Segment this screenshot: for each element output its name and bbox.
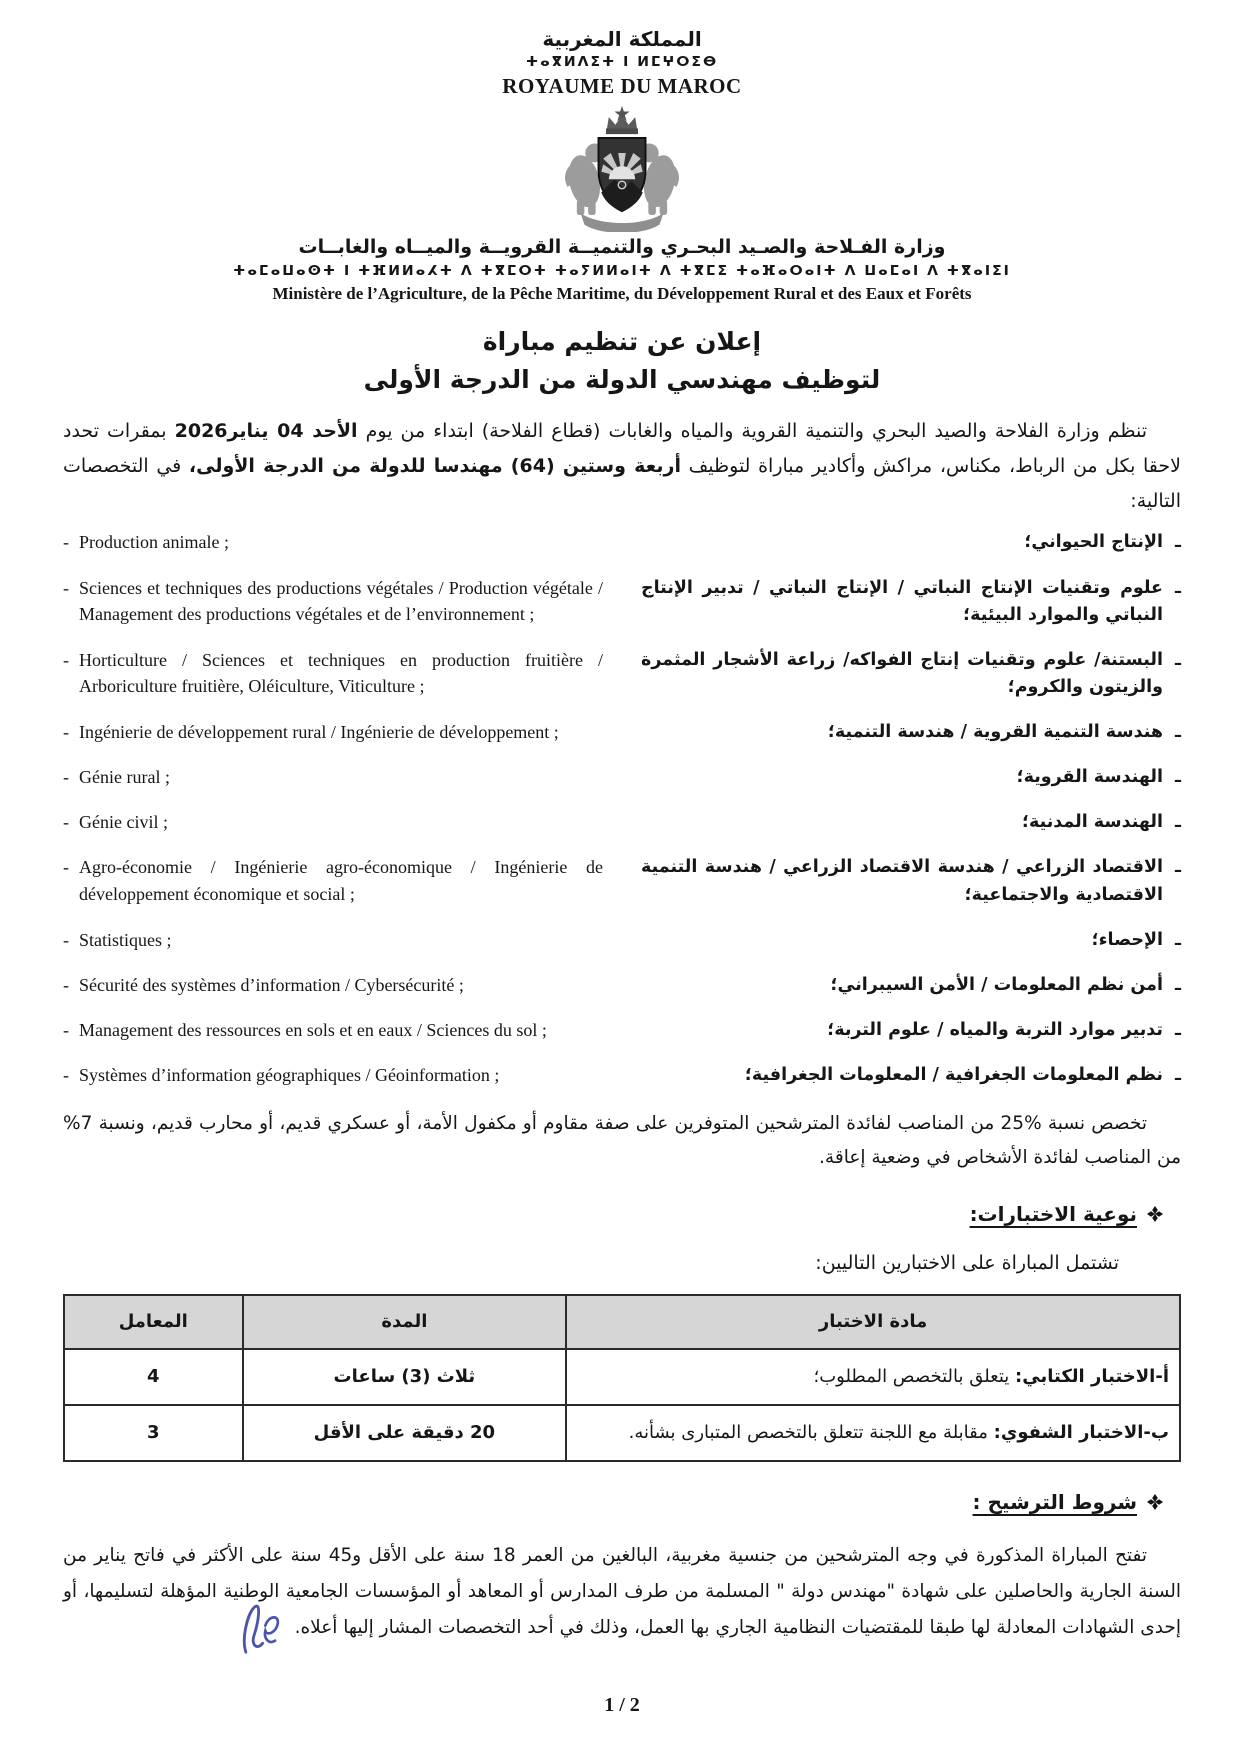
list-item	[63, 809, 1181, 836]
specialization-fr: Agro-économie / Ingénierie agro-économique / Ingénierie de développement économique et social ;	[79, 857, 603, 904]
list-item	[63, 647, 1181, 701]
specialization-fr: Horticulture / Sciences et techniques en production fruitière / Arboriculture fruitière, Oléiculture, Viticulture ;	[79, 649, 603, 696]
dash-bullet: ـ	[1175, 767, 1181, 788]
intro-paragraph	[63, 414, 1181, 519]
page-title	[63, 323, 1181, 401]
dash-bullet: -	[63, 722, 69, 743]
specialization-fr: Systèmes d’information géographiques / Géoinformation ;	[79, 1065, 500, 1086]
conditions-heading-text: شروط الترشيح :	[972, 1489, 1137, 1514]
specialization-ar: هندسة التنمية القروية / هندسة التنمية؛	[827, 722, 1163, 743]
specialization-ar: الهندسة القروية؛	[1016, 767, 1163, 788]
exam-coefficient: 3	[64, 1405, 243, 1461]
dash-bullet: ـ	[1175, 649, 1181, 670]
list-item	[63, 972, 1181, 999]
list-item	[63, 854, 1181, 908]
specialization-fr: Sécurité des systèmes d’information / Cybersécurité ;	[79, 974, 464, 995]
ministry-name-arabic: وزارة الفـلاحة والصـيد البحـري والتنميــة القرويــة والميــاه والغابــات	[298, 236, 946, 259]
specialization-fr: Production animale ;	[79, 532, 229, 553]
dash-bullet: ـ	[1175, 812, 1181, 833]
exam-name: ب-الاختبار الشفوي:	[993, 1422, 1169, 1444]
table-header-row	[64, 1295, 1180, 1349]
specialization-fr: Sciences et techniques des productions végétales / Production végétale / Management des productions végétales et de l’environnement ;	[79, 577, 603, 624]
intro-part-1: تنظم وزارة الفلاحة والصيد البحري والتنمية القروية والمياه والغابات (قطاع الفلاحة) ابتداء من يوم	[357, 420, 1147, 443]
dash-bullet: -	[63, 1019, 69, 1040]
list-item	[63, 529, 1181, 556]
column-header-subject: مادة الاختبار	[566, 1295, 1180, 1349]
intro-date: الأحد 04 يناير2026	[174, 420, 358, 443]
quota-paragraph: تخصص نسبة %25 من المناصب لفائدة المترشحين المتوفرين على صفة مقاوم أو مكفول الأمة، أو عسكري قديم، أو محارب قديم، ونسبة 7% من المناصب لفائدة الأشخاص في وضعية إعاقة.	[63, 1113, 1181, 1168]
column-header-coefficient: المعامل	[64, 1295, 243, 1349]
intro-part-3: في التخصصات التالية:	[63, 455, 1181, 513]
dash-bullet: ـ	[1175, 722, 1181, 743]
list-item	[63, 1017, 1181, 1044]
dash-bullet: -	[63, 1065, 69, 1086]
specialization-fr: Statistiques ;	[79, 929, 172, 950]
dash-bullet: ـ	[1175, 929, 1181, 950]
title-line-1: إعلان عن تنظيم مباراة	[482, 326, 762, 356]
conditions-section-heading	[63, 1490, 1181, 1514]
specialization-ar: أمن نظم المعلومات / الأمن السيبراني؛	[830, 974, 1163, 995]
list-item	[63, 927, 1181, 954]
specialization-fr: Ingénierie de développement rural / Ingénierie de développement ;	[79, 722, 559, 743]
dash-bullet: ـ	[1175, 1019, 1181, 1040]
specialization-ar: البستنة/ علوم وتقنيات إنتاج الفواكه/ زراعة الأشجار المثمرة والزيتون والكروم؛	[641, 649, 1163, 697]
exam-name: أ-الاختبار الكتابي:	[1015, 1366, 1169, 1388]
dash-bullet: -	[63, 974, 69, 995]
column-header-duration: المدة	[243, 1295, 567, 1349]
diamond-bullet-icon	[1147, 1206, 1163, 1222]
title-line-2: لتوظيف مهندسي الدولة من الدرجة الأولى	[363, 365, 881, 395]
exams-caption: تشتمل المباراة على الاختبارين التاليين:	[815, 1251, 1119, 1274]
table-row	[64, 1349, 1180, 1405]
specialization-ar: الاقتصاد الزراعي / هندسة الاقتصاد الزراعي / هندسة التنمية الاقتصادية والاجتماعية؛	[641, 857, 1163, 905]
list-item	[63, 719, 1181, 746]
morocco-coat-of-arms-icon	[556, 104, 688, 232]
exams-section-heading	[63, 1202, 1181, 1226]
specialization-fr: Génie rural ;	[79, 767, 170, 788]
handwritten-initials-mark	[231, 1599, 289, 1661]
list-item	[63, 575, 1181, 629]
specialization-fr: Génie civil ;	[79, 812, 168, 833]
exam-description: يتعلق بالتخصص المطلوب؛	[813, 1366, 1016, 1388]
dash-bullet: ـ	[1175, 577, 1181, 598]
diamond-bullet-icon	[1147, 1494, 1163, 1510]
page-number: 1 / 2	[604, 1694, 640, 1716]
table-row	[64, 1405, 1180, 1461]
kingdom-name-arabic: المملكة المغربية	[542, 27, 702, 51]
exam-coefficient: 4	[64, 1349, 243, 1405]
kingdom-name-tifinagh: ⵜⴰⴳⵍⴷⵉⵜ ⵏ ⵍⵎⵖⵔⵉⴱ	[525, 54, 719, 70]
specialization-ar: الإحصاء؛	[1091, 929, 1163, 950]
ministry-name-french: Ministère de l’Agriculture, de la Pêche Maritime, du Développement Rural et des Eaux et Forêts	[272, 283, 972, 303]
dash-bullet: ـ	[1175, 857, 1181, 878]
kingdom-name-french: ROYAUME DU MAROC	[502, 74, 742, 98]
list-item	[63, 1062, 1181, 1089]
specialization-ar: علوم وتقنيات الإنتاج النباتي / الإنتاج النباتي / تدبير الإنتاج النباتي والموارد البيئية؛	[641, 577, 1163, 625]
list-item	[63, 764, 1181, 791]
specialization-ar: الهندسة المدنية؛	[1021, 812, 1163, 833]
dash-bullet: -	[63, 857, 69, 878]
exam-duration: ثلاث (3) ساعات	[243, 1349, 567, 1405]
specializations-list	[63, 529, 1181, 1089]
exam-duration: 20 دقيقة على الأقل	[243, 1405, 567, 1461]
dash-bullet: -	[63, 532, 69, 553]
specialization-ar: الإنتاج الحيواني؛	[1024, 532, 1163, 553]
dash-bullet: ـ	[1175, 974, 1181, 995]
exams-heading-text: نوعية الاختبارات:	[969, 1201, 1137, 1226]
exams-table	[63, 1294, 1181, 1462]
specialization-ar: تدبير موارد التربة والمياه / علوم التربة؛	[827, 1019, 1163, 1040]
dash-bullet: ـ	[1175, 532, 1181, 553]
ministry-name-tifinagh: ⵜⴰⵎⴰⵡⴰⵙⵜ ⵏ ⵜⴼⵍⵍⴰⵃⵜ ⴷ ⵜⴳⵎⵔⵜ ⵜⴰⵢⵍⵍⴰⵏⵜ ⴷ ⵜⴳⵎⵉ ⵜⴰⴼⴰⵔⴰⵏⵜ ⴷ ⵡⴰⵎⴰⵏ ⴷ ⵜⴳⴰⵏⵉⵏ	[233, 262, 1011, 279]
dash-bullet: ـ	[1175, 1065, 1181, 1086]
conditions-paragraph	[63, 1538, 1181, 1646]
intro-part-2: بمقرات تحدد لاحقا بكل من الرباط، مكناس، مراكش وأكادير مباراة لتوظيف	[63, 420, 1182, 478]
intro-positions-count: أربعة وستين (64) مهندسا للدولة من الدرجة الأولى،	[188, 455, 681, 478]
exam-description: مقابلة مع اللجنة تتعلق بالتخصص المتبارى بشأنه.	[628, 1422, 994, 1444]
specialization-ar: نظم المعلومات الجغرافية / المعلومات الجغرافية؛	[744, 1065, 1163, 1086]
conditions-text: تفتح المباراة المذكورة في وجه المترشحين من جنسية مغربية، البالغين من العمر 18 سنة على الأقل و45 سنة على الأكثر في فاتح يناير من السنة الجارية والحاصلين على شهادة "مهندس دولة " المسلمة من طرف المدارس أو المعاهد أو المؤسسات الجامعية الوطنية المؤهلة لتسليمها، أو إحدى الشهادات المعادلة لها طبقا للمقتضيات النظامية الجاري بها العمل، وذلك في أحد التخصصات المشار إليها أعلاه.	[63, 1544, 1181, 1638]
dash-bullet: -	[63, 767, 69, 788]
dash-bullet: -	[63, 649, 69, 670]
specialization-fr: Management des ressources en sols et en eaux / Sciences du sol ;	[79, 1019, 547, 1040]
dash-bullet: -	[63, 577, 69, 598]
dash-bullet: -	[63, 929, 69, 950]
dash-bullet: -	[63, 812, 69, 833]
document-header	[63, 26, 1181, 307]
